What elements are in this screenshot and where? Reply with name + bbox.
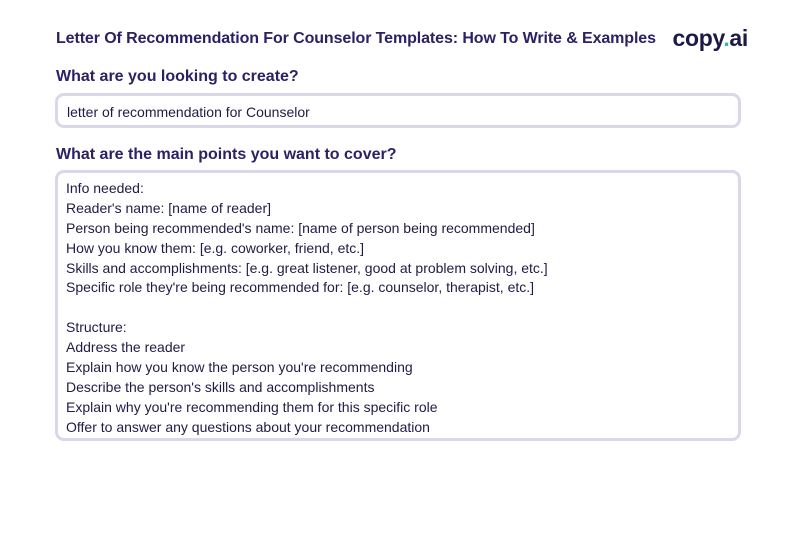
- create-label: What are you looking to create?: [56, 68, 299, 85]
- points-line: Offer to answer any questions about your recommendation: [66, 418, 430, 435]
- points-lines: [66, 179, 548, 438]
- points-line: Explain why you're recommending them for this specific role: [66, 398, 438, 415]
- create-input[interactable]: [55, 93, 741, 128]
- points-line: Info needed:: [66, 180, 144, 196]
- page-title: Letter Of Recommendation For Counselor Templates: How To Write & Examples: [56, 30, 656, 47]
- points-line: Structure:: [66, 319, 127, 336]
- create-input-value: letter of recommendation for Counselor: [67, 104, 310, 120]
- points-line: Specific role they're being recommended for: [e.g. counselor, therapist, etc.]: [66, 279, 535, 296]
- points-line: Person being recommended's name: [name of person being recommended]: [66, 219, 535, 236]
- logo-prefix: copy: [672, 25, 724, 51]
- points-line: Explain how you know the person you're recommending: [66, 359, 413, 376]
- points-line: Reader's name: [name of reader]: [66, 199, 272, 216]
- logo-suffix: ai: [729, 25, 748, 51]
- copy-ai-logo: [673, 25, 748, 52]
- points-textarea[interactable]: [55, 170, 741, 441]
- points-line: Skills and accomplishments: [e.g. great listener, good at problem solving, etc.]: [66, 259, 548, 276]
- points-line: [66, 298, 548, 318]
- points-label: What are the main points you want to cover?: [56, 146, 397, 163]
- points-line: Describe the person's skills and accomplishments: [66, 378, 375, 395]
- points-line: Address the reader: [66, 339, 186, 356]
- points-line: How you know them: [e.g. coworker, friend, etc.]: [66, 239, 365, 256]
- header: [56, 25, 748, 52]
- logo-dot: .: [723, 25, 730, 51]
